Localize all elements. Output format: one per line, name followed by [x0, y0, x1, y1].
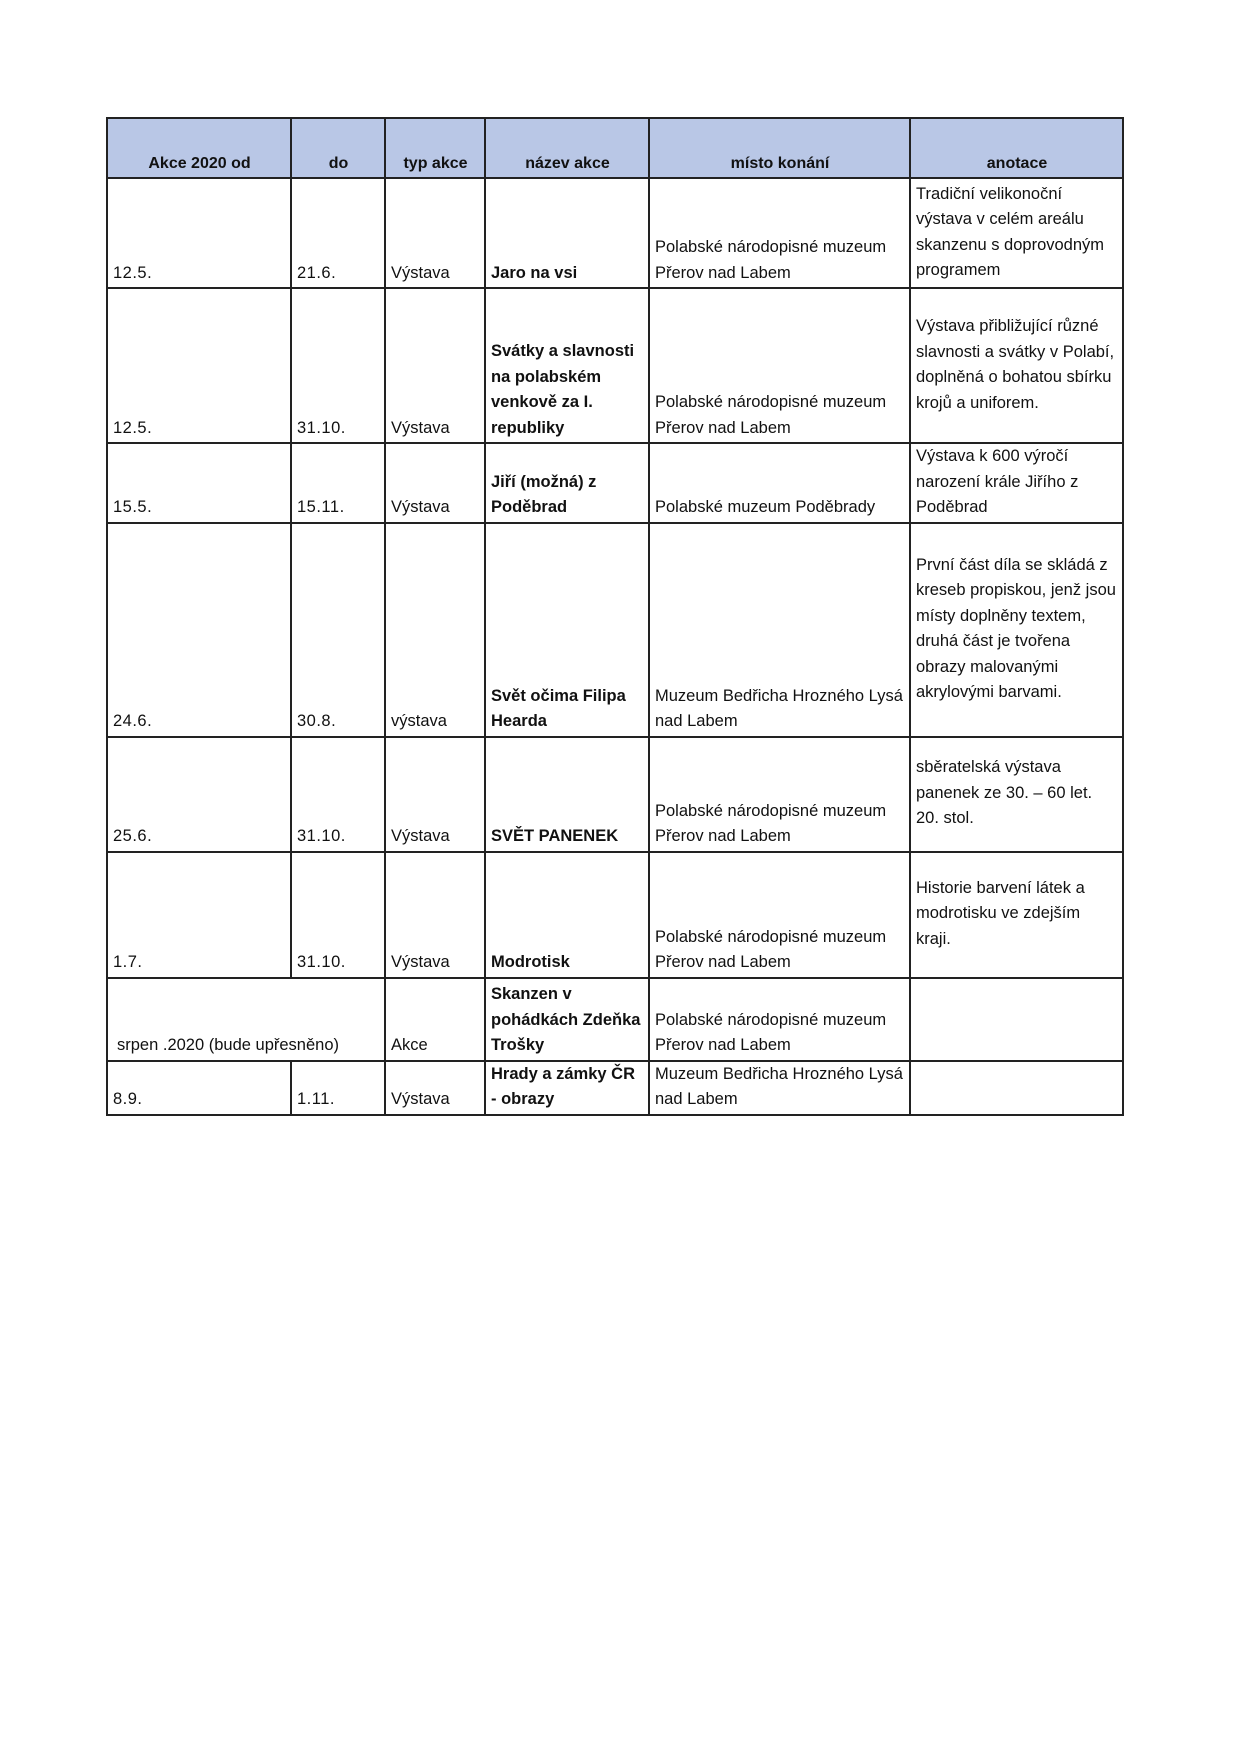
cell-annotation: Výstava k 600 výročí narození krále Jiřího z Poděbrad	[910, 443, 1123, 523]
cell-type: Výstava	[385, 178, 485, 288]
table-header-row	[107, 118, 1123, 178]
table-row	[107, 737, 1123, 852]
cell-annotation: Historie barvení látek a modrotisku ve zdejším kraji.	[910, 852, 1123, 978]
cell-annotation: Tradiční velikonoční výstava v celém areálu skanzenu s doprovodným programem	[910, 178, 1123, 288]
cell-date-merged: srpen .2020 (bude upřesněno)	[107, 978, 385, 1061]
cell-place: Polabské národopisné muzeum Přerov nad Labem	[649, 737, 910, 852]
cell-type: Akce	[385, 978, 485, 1061]
cell-type: Výstava	[385, 737, 485, 852]
cell-annotation: sběratelská výstava panenek ze 30. – 60 let. 20. stol.	[910, 737, 1123, 852]
cell-place: Polabské národopisné muzeum Přerov nad Labem	[649, 178, 910, 288]
header-to: do	[291, 118, 385, 178]
cell-from: 1.7.	[107, 852, 291, 978]
table-row	[107, 852, 1123, 978]
cell-place: Polabské muzeum Poděbrady	[649, 443, 910, 523]
cell-name: Skanzen v pohádkách Zdeňka Trošky	[485, 978, 649, 1061]
cell-name: Jaro na vsi	[485, 178, 649, 288]
header-from: Akce 2020 od	[107, 118, 291, 178]
table-row	[107, 443, 1123, 523]
cell-from: 12.5.	[107, 178, 291, 288]
cell-to: 21.6.	[291, 178, 385, 288]
cell-to: 31.10.	[291, 852, 385, 978]
cell-annotation	[910, 1061, 1123, 1115]
cell-type: Výstava	[385, 1061, 485, 1115]
cell-to: 31.10.	[291, 737, 385, 852]
cell-from: 15.5.	[107, 443, 291, 523]
table-row	[107, 178, 1123, 288]
table-row	[107, 523, 1123, 737]
cell-to: 30.8.	[291, 523, 385, 737]
header-name: název akce	[485, 118, 649, 178]
header-place: místo konání	[649, 118, 910, 178]
cell-type: Výstava	[385, 443, 485, 523]
cell-annotation	[910, 978, 1123, 1061]
cell-from: 12.5.	[107, 288, 291, 443]
cell-name: Hrady a zámky ČR - obrazy	[485, 1061, 649, 1115]
events-table	[106, 117, 1124, 1116]
cell-type: Výstava	[385, 288, 485, 443]
cell-annotation: Výstava přibližující různé slavnosti a svátky v Polabí, doplněná o bohatou sbírku krojů a uniforem.	[910, 288, 1123, 443]
cell-to: 15.11.	[291, 443, 385, 523]
cell-from: 8.9.	[107, 1061, 291, 1115]
cell-place: Polabské národopisné muzeum Přerov nad Labem	[649, 288, 910, 443]
table-row	[107, 288, 1123, 443]
cell-from: 25.6.	[107, 737, 291, 852]
table-row	[107, 978, 1123, 1061]
cell-annotation: První část díla se skládá z kreseb propiskou, jenž jsou místy doplněny textem, druhá část je tvořena obrazy malovanými akrylovými barvami.	[910, 523, 1123, 737]
cell-name: Svět očima Filipa Hearda	[485, 523, 649, 737]
cell-name: SVĚT PANENEK	[485, 737, 649, 852]
cell-place: Polabské národopisné muzeum Přerov nad Labem	[649, 852, 910, 978]
cell-name: Modrotisk	[485, 852, 649, 978]
header-annotation: anotace	[910, 118, 1123, 178]
cell-place: Polabské národopisné muzeum Přerov nad Labem	[649, 978, 910, 1061]
cell-type: Výstava	[385, 852, 485, 978]
cell-from: 24.6.	[107, 523, 291, 737]
table-row	[107, 1061, 1123, 1115]
cell-to: 1.11.	[291, 1061, 385, 1115]
cell-place: Muzeum Bedřicha Hrozného Lysá nad Labem	[649, 1061, 910, 1115]
cell-name: Svátky a slavnosti na polabském venkově za I. republiky	[485, 288, 649, 443]
cell-type: výstava	[385, 523, 485, 737]
header-type: typ akce	[385, 118, 485, 178]
cell-name: Jiří (možná) z Poděbrad	[485, 443, 649, 523]
cell-place: Muzeum Bedřicha Hrozného Lysá nad Labem	[649, 523, 910, 737]
cell-to: 31.10.	[291, 288, 385, 443]
